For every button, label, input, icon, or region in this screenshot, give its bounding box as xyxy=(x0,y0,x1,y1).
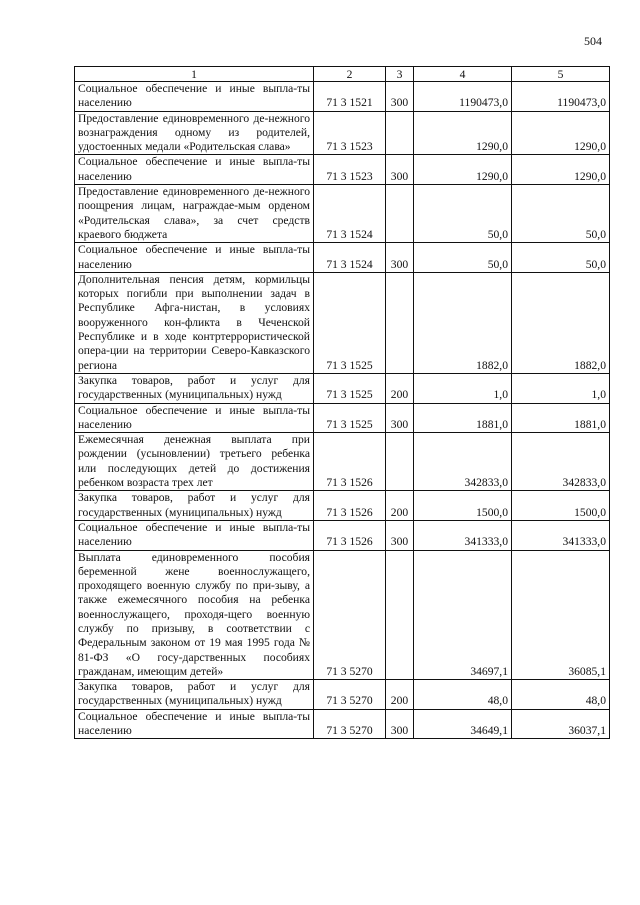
row-amount-col-5: 50,0 xyxy=(512,243,610,273)
row-expense-type: 200 xyxy=(386,680,414,710)
row-amount-col-5: 341333,0 xyxy=(512,520,610,550)
row-description: Дополнительная пенсия детям, кормильцы которых погибли при выполнении задач в Республике Афга-нистан, в условиях вооруженного кон-фликта в Чеченской Республике и в ходе контртеррористической опера-ции на территории Северо-Кавказского региона xyxy=(75,272,314,373)
row-amount-col-4: 1190473,0 xyxy=(414,82,512,112)
table-row xyxy=(75,550,610,680)
row-amount-col-4: 1882,0 xyxy=(414,272,512,373)
row-description: Закупка товаров, работ и услуг для государственных (муниципальных) нужд xyxy=(75,680,314,710)
row-expense-type xyxy=(386,433,414,491)
table-row xyxy=(75,433,610,491)
row-description: Выплата единовременного пособия беременной жене военнослужащего, проходящего военную службу по при-зыву, а также ежемесячного пособия на ребенка военнослужащего, проходя-щего военную службу по призыву, в соответствии с Федеральным законом от 19 мая 1995 года № 81-ФЗ «О госу-дарственных пособиях гражданам, имеющим детей» xyxy=(75,550,314,680)
row-code: 71 3 1526 xyxy=(314,491,386,521)
row-code: 71 3 5270 xyxy=(314,550,386,680)
row-code: 71 3 1525 xyxy=(314,403,386,433)
table-row xyxy=(75,403,610,433)
row-amount-col-5: 342833,0 xyxy=(512,433,610,491)
row-code: 71 3 1524 xyxy=(314,243,386,273)
row-expense-type: 200 xyxy=(386,491,414,521)
row-amount-col-4: 341333,0 xyxy=(414,520,512,550)
table-row xyxy=(75,243,610,273)
row-description: Закупка товаров, работ и услуг для государственных (муниципальных) нужд xyxy=(75,491,314,521)
table-row xyxy=(75,272,610,373)
row-amount-col-5: 1882,0 xyxy=(512,272,610,373)
row-amount-col-5: 1290,0 xyxy=(512,155,610,185)
row-description: Предоставление единовременного де-нежного вознаграждения одному из родителей, удостоенных медали «Родительская слава» xyxy=(75,111,314,155)
row-amount-col-4: 48,0 xyxy=(414,680,512,710)
row-amount-col-5: 1500,0 xyxy=(512,491,610,521)
row-code: 71 3 5270 xyxy=(314,709,386,739)
row-amount-col-4: 1500,0 xyxy=(414,491,512,521)
row-amount-col-4: 34697,1 xyxy=(414,550,512,680)
row-description: Предоставление единовременного де-нежного поощрения лицам, награждае-мым орденом «Родительская слава», за счет средств краевого бюджета xyxy=(75,185,314,243)
row-description: Социальное обеспечение и иные выпла-ты населению xyxy=(75,520,314,550)
row-code: 71 3 1526 xyxy=(314,433,386,491)
row-description: Социальное обеспечение и иные выпла-ты населению xyxy=(75,82,314,112)
row-amount-col-4: 50,0 xyxy=(414,243,512,273)
row-expense-type: 300 xyxy=(386,243,414,273)
row-amount-col-5: 50,0 xyxy=(512,185,610,243)
row-amount-col-5: 1881,0 xyxy=(512,403,610,433)
row-amount-col-5: 36037,1 xyxy=(512,709,610,739)
row-code: 71 3 1525 xyxy=(314,272,386,373)
row-amount-col-4: 34649,1 xyxy=(414,709,512,739)
table-row xyxy=(75,155,610,185)
row-code: 71 3 1525 xyxy=(314,373,386,403)
page-number: 504 xyxy=(584,34,602,48)
row-expense-type xyxy=(386,185,414,243)
row-amount-col-5: 1190473,0 xyxy=(512,82,610,112)
table-row xyxy=(75,185,610,243)
row-expense-type: 300 xyxy=(386,403,414,433)
row-description: Социальное обеспечение и иные выпла-ты населению xyxy=(75,243,314,273)
row-description: Ежемесячная денежная выплата при рождении (усыновлении) третьего ребенка или последующих детей до достижения ребенком возраста трех лет xyxy=(75,433,314,491)
row-expense-type: 300 xyxy=(386,155,414,185)
row-amount-col-5: 1290,0 xyxy=(512,111,610,155)
row-code: 71 3 1523 xyxy=(314,155,386,185)
row-code: 71 3 1523 xyxy=(314,111,386,155)
row-expense-type xyxy=(386,111,414,155)
row-amount-col-4: 342833,0 xyxy=(414,433,512,491)
row-code: 71 3 1526 xyxy=(314,520,386,550)
row-expense-type: 300 xyxy=(386,82,414,112)
row-amount-col-4: 50,0 xyxy=(414,185,512,243)
table-body xyxy=(75,82,610,739)
header-col-2: 2 xyxy=(314,67,386,82)
row-description: Социальное обеспечение и иные выпла-ты населению xyxy=(75,155,314,185)
header-col-5: 5 xyxy=(512,67,610,82)
row-amount-col-4: 1,0 xyxy=(414,373,512,403)
row-code: 71 3 5270 xyxy=(314,680,386,710)
table-row xyxy=(75,82,610,112)
row-code: 71 3 1524 xyxy=(314,185,386,243)
row-expense-type: 300 xyxy=(386,520,414,550)
table-row xyxy=(75,491,610,521)
header-col-4: 4 xyxy=(414,67,512,82)
table-row xyxy=(75,680,610,710)
budget-table xyxy=(74,66,610,739)
row-amount-col-4: 1881,0 xyxy=(414,403,512,433)
row-expense-type xyxy=(386,272,414,373)
row-amount-col-5: 36085,1 xyxy=(512,550,610,680)
header-col-3: 3 xyxy=(386,67,414,82)
row-expense-type: 200 xyxy=(386,373,414,403)
header-row xyxy=(75,67,610,82)
row-code: 71 3 1521 xyxy=(314,82,386,112)
row-amount-col-5: 1,0 xyxy=(512,373,610,403)
row-amount-col-4: 1290,0 xyxy=(414,155,512,185)
table-row xyxy=(75,709,610,739)
row-amount-col-5: 48,0 xyxy=(512,680,610,710)
row-description: Закупка товаров, работ и услуг для государственных (муниципальных) нужд xyxy=(75,373,314,403)
table-row xyxy=(75,111,610,155)
table-row xyxy=(75,373,610,403)
row-expense-type: 300 xyxy=(386,709,414,739)
header-col-1: 1 xyxy=(75,67,314,82)
row-description: Социальное обеспечение и иные выпла-ты населению xyxy=(75,403,314,433)
table-row xyxy=(75,520,610,550)
row-amount-col-4: 1290,0 xyxy=(414,111,512,155)
row-description: Социальное обеспечение и иные выпла-ты населению xyxy=(75,709,314,739)
table-header xyxy=(75,67,610,82)
row-expense-type xyxy=(386,550,414,680)
